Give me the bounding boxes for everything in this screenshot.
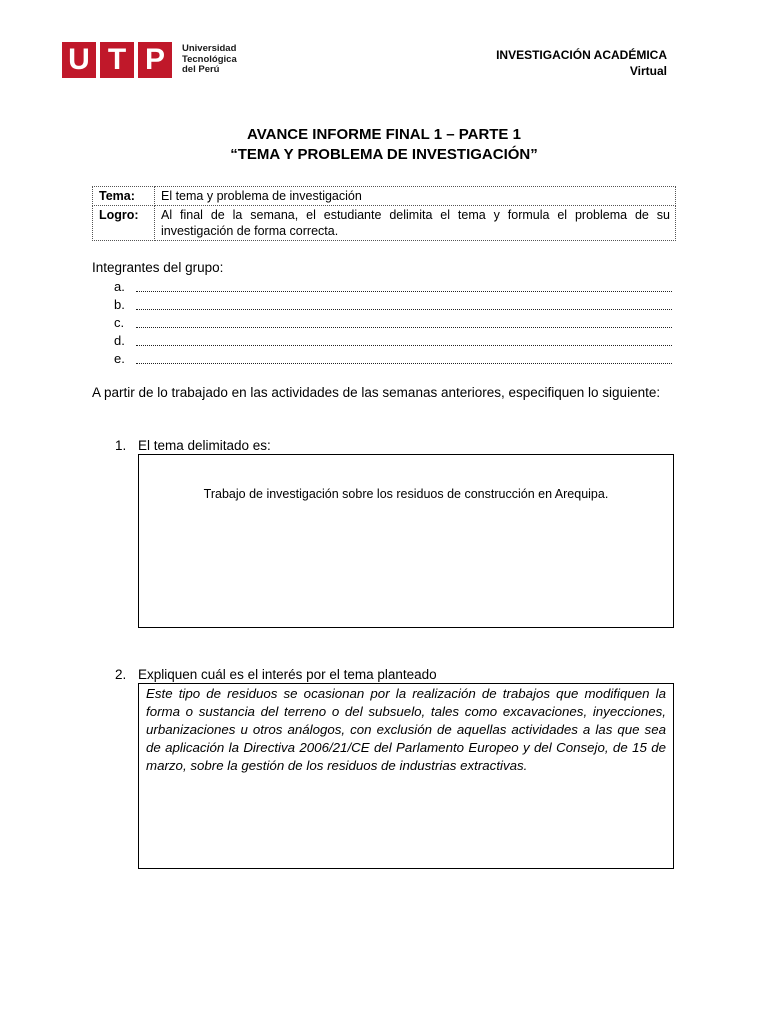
- tema-value: El tema y problema de investigación: [155, 187, 676, 206]
- answer-1-text: Trabajo de investigación sobre los residuos de construcción en Arequipa.: [203, 487, 609, 501]
- member-blank-line[interactable]: [136, 328, 672, 346]
- document-subtitle: “TEMA Y PROBLEMA DE INVESTIGACIÓN”: [230, 146, 538, 163]
- members-label: Integrantes del grupo:: [92, 260, 224, 275]
- logro-value: Al final de la semana, el estudiante delimita el tema y formula el problema de su investigación de forma correcta.: [155, 206, 676, 241]
- tema-label: Tema:: [93, 187, 155, 206]
- course-name: INVESTIGACIÓN ACADÉMICA: [496, 48, 667, 62]
- member-blank-line[interactable]: [136, 274, 672, 292]
- member-letter: e.: [114, 351, 125, 366]
- logo-text-line-2: Tecnológica: [182, 53, 237, 65]
- question-2-number: 2.: [115, 667, 127, 682]
- question-2-text: Expliquen cuál es el interés por el tema planteado: [138, 667, 437, 682]
- question-2-label: [115, 666, 437, 683]
- course-modality: Virtual: [629, 64, 667, 78]
- logro-row: [93, 206, 676, 241]
- answer-2-box[interactable]: [138, 683, 674, 869]
- member-letter: c.: [114, 315, 125, 330]
- member-blank-line[interactable]: [136, 292, 672, 310]
- logo-letter-p: P: [138, 42, 172, 78]
- info-table: [92, 186, 676, 241]
- question-1-number: 1.: [115, 438, 127, 453]
- question-1-label: [115, 437, 271, 454]
- member-blank-line[interactable]: [136, 346, 672, 364]
- utp-logo: [62, 42, 237, 78]
- logo-text-line-3: del Perú: [182, 64, 220, 76]
- answer-1-box[interactable]: [138, 454, 674, 628]
- logro-label: Logro:: [93, 206, 155, 241]
- logo-text-line-1: Universidad: [182, 43, 237, 55]
- answer-2-text: Este tipo de residuos se ocasionan por la realización de trabajos que modifiquen la forma o sustancia del terreno o del subsuelo, tales como excavaciones, inyecciones, urbanizaciones u otros análogos, con exclusión de aquellas actividades a las que sea de aplicación la Directiva 2006/21/CE del Parlamento Europeo y del Consejo, de 15 de marzo, sobre la gestión de los residuos de industrias extractivas.: [146, 686, 666, 773]
- logo-letter-u: U: [62, 42, 96, 78]
- course-header: [496, 47, 667, 79]
- instructions-paragraph: A partir de lo trabajado en las actividades de las semanas anteriores, especifiquen lo siguiente:: [92, 385, 661, 400]
- document-title: AVANCE INFORME FINAL 1 – PARTE 1: [247, 126, 521, 143]
- logo-university-name: [182, 44, 237, 76]
- member-letter: d.: [114, 333, 125, 348]
- tema-row: [93, 187, 676, 206]
- member-blank-line[interactable]: [136, 310, 672, 328]
- member-letter: b.: [114, 297, 125, 312]
- member-row-e: [114, 350, 672, 368]
- question-1-text: El tema delimitado es:: [138, 438, 271, 453]
- member-letter: a.: [114, 279, 125, 294]
- logo-letter-t: T: [100, 42, 134, 78]
